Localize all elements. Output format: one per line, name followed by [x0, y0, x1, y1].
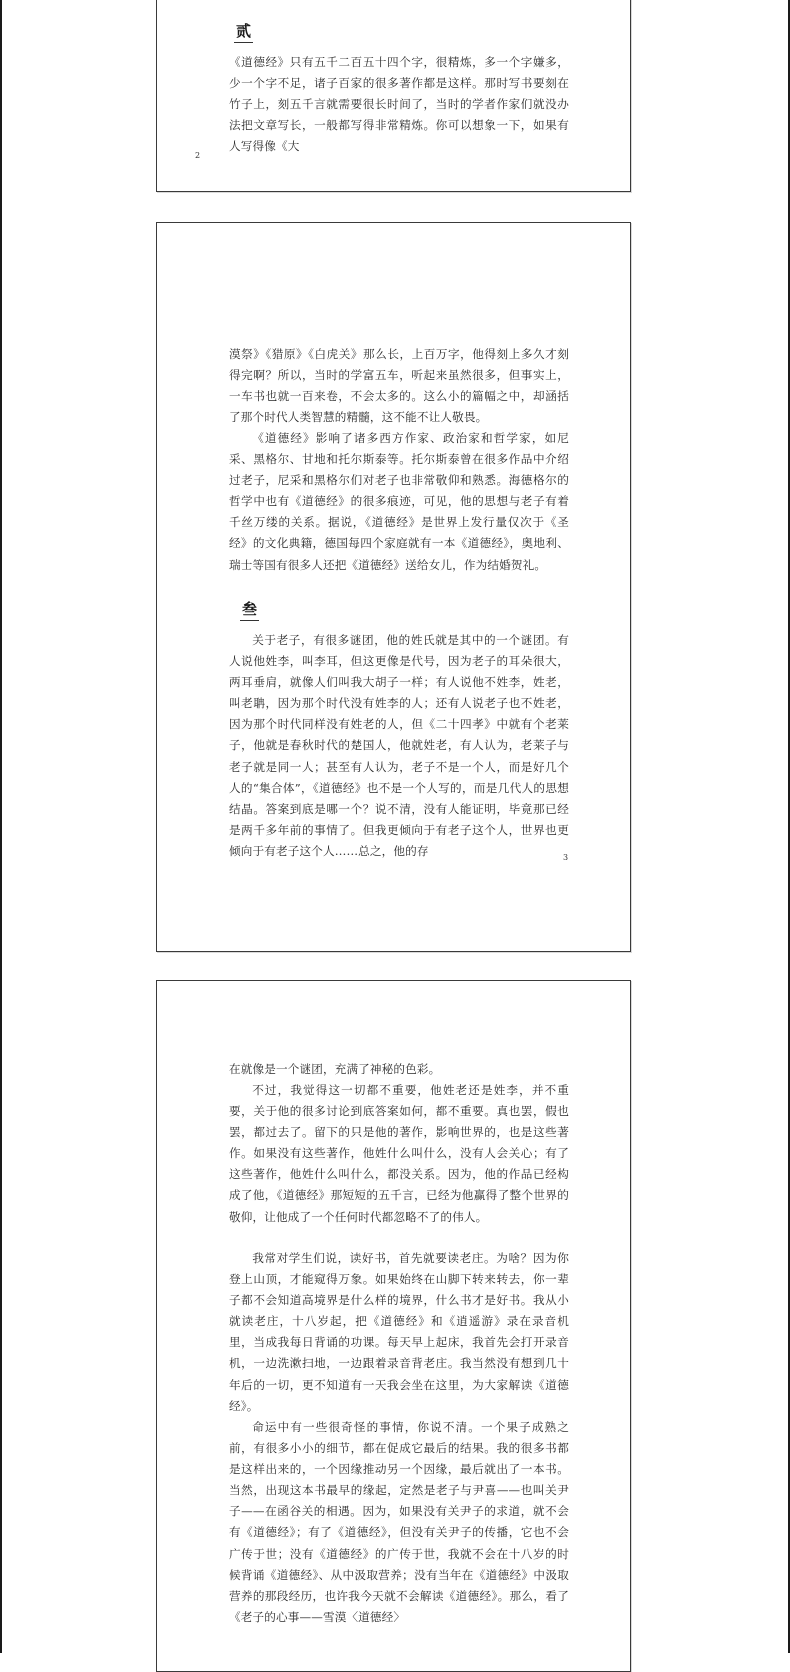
- section-heading-san: 叁: [242, 600, 258, 618]
- page3-paragraph-2: 《道德经》影响了诸多西方作家、政治家和哲学家，如尼采、黑格尔、甘地和托尔斯泰等。托尔斯泰曾在很多作品中介绍过老子，尼采和黑格尔们对老子也非常敬仰和熟悉。海德格尔的哲学中也有《道德经》的很多痕迹，可见，他的思想与老子有着千丝万缕的关系。据说，《道德经》是世界上发行量仅次于《圣经》的文化典籍，德国每四个家庭就有一本《道德经》，奥地利、瑞士等国有很多人还把《道德经》送给女儿，作为结婚贺礼。: [229, 431, 569, 572]
- page4-paragraph-2: 不过，我觉得这一切都不重要，他姓老还是姓李，并不重要，关于他的很多讨论到底答案如何，都不重要。真也罢，假也罢，都过去了。留下的只是他的著作，影响世界的，也是这些著作。如果没有这些著作，他姓什么叫什么，没有人会关心；有了这些著作，他姓什么叫什么，都没关系。因为，他的作品已经构成了他，《道德经》那短短的五千言，已经为他赢得了整个世界的敬仰，让他成了一个任何时代都忽略不了的伟人。: [229, 1083, 569, 1224]
- viewer-left-border: [0, 0, 2, 1653]
- book-page-3: [156, 222, 631, 952]
- page4-paragraph-4: 命运中有一些很奇怪的事情，你说不清。一个果子成熟之前，有很多小小的细节，都在促成它最后的结果。我的很多书都是这样出来的，一个因缘推动另一个因缘，最后就出了一本书。当然，出现这本书最早的缘起，定然是老子与尹喜——也叫关尹子——在函谷关的相遇。因为，如果没有关尹子的求道，就不会有《道德经》；有了《道德经》，但没有关尹子的传播，它也不会广传于世；没有《道德经》的广传于世，我就不会在十八岁的时候背诵《道德经》、从中汲取营养；没有当年在《道德经》中汲取营养的那段经历，也许我今天就不会解读《道德经》。那么，看了《老子的心事——雪漠〈道德经〉: [229, 1420, 569, 1624]
- book-page-4: [156, 980, 631, 1672]
- book-page-2: [156, 0, 631, 192]
- page3-paragraph-3: 关于老子，有很多谜团，他的姓氏就是其中的一个谜团。有人说他姓李，叫李耳，但这更像是代号，因为老子的耳朵很大，两耳垂肩，就像人们叫我大胡子一样；有人说他不姓李，姓老，叫老聃，因为那个时代没有姓李的人；还有人说老子也不姓老，因为那个时代同样没有姓老的人，但《二十四孝》中就有个老莱子，他就是春秋时代的楚国人，他就姓老，有人认为，老莱子与老子就是同一人；甚至有人认为，老子不是一个人，而是好几个人的“集合体”，《道德经》也不是一个人写的，而是几代人的思想结晶。答案到底是哪一个？说不清，没有人能证明，毕竟那已经是两千多年前的事情了。但我更倾向于有老子这个人，世界也更倾向于有老子这个人……总之，他的存: [229, 633, 569, 858]
- page2-paragraph-1: 《道德经》只有五千二百五十四个字，很精炼，多一个字嫌多，少一个字不足，诸子百家的很多著作都是这样。那时写书要刻在竹子上，刻五千言就需要很长时间了，当时的学者作家们就没办法把文章写长，一般都写得非常精炼。你可以想象一下，如果有人写得像《大: [229, 55, 569, 154]
- page4-paragraph-1: 在就像是一个谜团，充满了神秘的色彩。: [229, 1062, 441, 1076]
- page4-paragraph-3: 我常对学生们说，读好书，首先就要读老庄。为啥？因为你登上山顶，才能窥得万象。如果始终在山脚下转来转去，你一辈子都不会知道高境界是什么样的境界，什么书才是好书。我从小就读老庄，十八岁起，把《道德经》和《逍遥游》录在录音机里，当成我每日背诵的功课。每天早上起床，我首先会打开录音机，一边洗漱扫地，一边跟着录音背老庄。我当然没有想到几十年后的一切，更不知道有一天我会坐在这里，为大家解读《道德经》。: [229, 1251, 569, 1413]
- section-heading-er: 贰: [236, 22, 252, 40]
- page-number: 2: [195, 151, 201, 160]
- page3-paragraph-1: 漠祭》《猎原》《白虎关》那么长，上百万字，他得刻上多久才刻得完啊？所以，当时的学富五车，听起来虽然很多，但事实上，一车书也就一百来卷，不会太多的。这么小的篇幅之中，却涵括了那个时代人类智慧的精髓，这不能不让人敬畏。: [229, 347, 569, 425]
- page-number: 3: [563, 853, 569, 862]
